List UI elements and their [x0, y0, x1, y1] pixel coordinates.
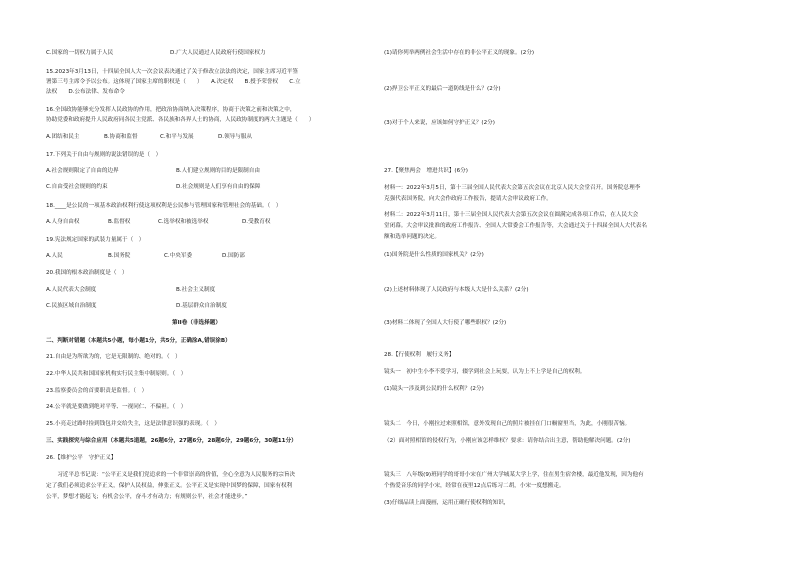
option-a: A.人民代表大会制度	[46, 287, 97, 293]
question-27-title: 27.【聚焦两会 增进共识】(6分)	[384, 168, 468, 174]
section-2-heading: 二、判断对错题（本题共5小题，每小题1分，共5分，正确涂A,错误涂B）	[46, 338, 231, 344]
material-2-line3: 额和选举问题的决定。	[384, 234, 440, 240]
option-a: A.社会规则限定了自由的边界	[46, 168, 119, 174]
option-b: B.协商和监督	[104, 134, 138, 140]
material-2-line2: 堂闭幕。大会审议批准的政府工作报告、全国人大常委会工作报告等，大会通过关于十四届全国人大代表名	[384, 223, 647, 229]
question-26-text-line1: 习近平总书记说：“公平正义是我们党追求的一个非常崇高的价值，全心全意为人民服务的宗旨决	[46, 472, 296, 478]
question-26-sub3: (3)对于个人来说，应该如何守护正义？(2分)	[384, 120, 495, 126]
question-26-sub2: (2)捍卫公平正义的最后一道防线是什么？(2分)	[384, 86, 501, 92]
question-27-sub2: (2)上述材料体现了人民政府与本级人大是什么关系？(2分)	[384, 287, 529, 293]
question-17: 17.下列关于自由与规则的说法错误的是（ ）	[46, 152, 162, 158]
question-24: 24.公平就是要做到绝对平等、一视同仁、不偏袒。（ ）	[46, 404, 187, 410]
material-2-line1: 材料二：2022年3月11日，第十三届全国人民代表大会第五次会议在圆满完成各项工作后，在人民大会	[384, 212, 639, 218]
scene-2: 镜头二 今日，小刚拉过来照相馆，意外发现自己的照片被挂在门口橱窗里当，为此，小刚很苦恼。	[384, 421, 631, 427]
option-b: B.监督权	[108, 219, 131, 225]
question-15-line1: 15.2023年3月13日，十四届全国人大一次会议表决通过了关于修改立法法的决定，国家主席习近平签	[46, 69, 298, 75]
option-c: C.和平与发展	[160, 134, 194, 140]
material-1-line1: 材料一：2022年3月5日，第十三届全国人民代表大会第五次会议在北京人民大会堂召开。国务院总理李	[384, 185, 641, 191]
material-1-line2: 克强代表国务院，向大会作政府工作报告，提请大会审议政府工作。	[384, 196, 552, 202]
option-a: A.人身自由权	[46, 219, 80, 225]
option-d: D.国防部	[222, 253, 245, 259]
question-20-options-cd	[46, 303, 227, 310]
scene-3-line2: 个热爱音乐的同学小宋，经常在夜里12点后练习二胡，小宋一度想搬走。	[384, 483, 565, 489]
question-28-sub2: （2）面对照相馆的侵权行为，小刚应该怎样维权？要求：请你结合出主意，帮助他解决问题。(2分)	[384, 438, 631, 444]
question-28-sub3: (3)仔细品读上面漫画，运用正确行使权利的知识，	[384, 500, 510, 506]
option-c: C.选举权和被选举权	[158, 219, 209, 225]
question-21: 21.自由是为所欲为的，它是无限制的、绝对的。（ ）	[46, 354, 181, 360]
question-15-line3: 法权 D.公布法律、发布命令	[46, 89, 125, 95]
option-d: D.受教育权	[242, 219, 271, 225]
option-d: D.广大人民通过人民政府行使国家权力	[170, 50, 266, 56]
option-d: D.领导与服从	[218, 134, 253, 140]
question-20: 20.我国的根本政治制度是（ ）	[46, 270, 128, 276]
scene-1: 镜头一 初中生小李不爱学习，辍学到社会上玩耍，认为上不上学是自己的权利。	[384, 369, 586, 375]
question-28-sub1: (1)镜头一涉及到公民的什么权利？(2分)	[384, 386, 484, 392]
option-b: B.国务院	[108, 253, 131, 259]
option-d: D.社会规则是人们享有自由的保障	[176, 184, 261, 190]
part-2-title: 第II卷（非选择题）	[172, 320, 221, 326]
question-19-options	[46, 253, 245, 260]
question-26-text-line2: 定了我们必须追求公平正义，保护人民权益，伸张正义。公平正义是实现中国梦的保障，国家有权利	[46, 483, 293, 489]
option-d: D.基层群众自治制度	[176, 303, 227, 309]
question-19: 19.宪法规定国家的武装力量属于（ ）	[46, 237, 145, 243]
option-c: C.中央军委	[164, 253, 193, 259]
option-line	[46, 50, 266, 57]
question-26-sub1: (1)请你列举两例社会生活中存在的非公平正义的现象。(2分)	[384, 50, 535, 56]
question-18: 18.____是公民的一项基本政治权利行使这项权利是公民参与管理国家和管理社会的基础。（ ）	[46, 203, 282, 209]
question-16-options	[46, 134, 252, 141]
option-c: C.国家的一切权力属于人民	[46, 50, 114, 56]
question-16-line1: 16.全国政协能够充分发挥人民政协的作用，把政治协商纳入决策程序，协商于决策之前和决策之中，	[46, 107, 296, 113]
section-3-heading: 三、实践探究与综合应用（本题共5道题，26题6分，27题6分，28题6分，29题6分，30题11分）	[46, 438, 297, 444]
question-15-line2: 署第三号主席令予以公布。这体现了国家主席的职权是（ ） A.决定权 B.授予荣誉权 C.立	[46, 79, 301, 85]
option-b: B.社会主义制度	[176, 287, 216, 293]
question-27-sub1: (1)国务院是什么性质的国家机关？(2分)	[384, 252, 484, 258]
question-28-title: 28.【行使权利 履行义务】	[384, 352, 455, 358]
question-25: 25.小亮走过路时捡到钱包并交给失主，这是法律意识强的表现。（ ）	[46, 421, 220, 427]
option-c: C.自由受社会规则的约束	[46, 184, 108, 190]
question-18-options	[46, 219, 270, 226]
question-17-options-ab	[46, 168, 260, 175]
option-a: A.人民	[46, 253, 63, 259]
question-26-title: 26.【维护公平 守护正义】	[46, 455, 117, 461]
question-22: 22.中华人民共和国国家机构实行民主集中制原则。（ ）	[46, 371, 187, 377]
scene-3-line1: 镜头三 八年级(9)班同学的哥哥小宋在广州大学城某大学上学，住在男生宿舍楼，最近他发现，因为他有	[384, 472, 644, 478]
question-17-options-cd	[46, 184, 260, 191]
question-26-text-line3: 公平，梦想才能起飞；有机会公平，奋斗才有动力；有规则公平，社会才能进步。”	[46, 494, 248, 500]
question-27-sub3: (3)材料二体现了全国人大行使了哪些职权？(2分)	[384, 320, 507, 326]
option-a: A.团结和民主	[46, 134, 80, 140]
question-23: 23.监察委员会的首要职责是监督。（ ）	[46, 388, 148, 394]
question-16-line2: 协助党委和政府提升人民政府同各民主党派、各民族和各界人士的协商，人民政协制度的两大主题是（ ）	[46, 117, 315, 123]
question-20-options-ab	[46, 287, 215, 294]
option-c: C.民族区域自治制度	[46, 303, 97, 309]
option-b: B.人们建立规则的目的是限制自由	[176, 168, 260, 174]
